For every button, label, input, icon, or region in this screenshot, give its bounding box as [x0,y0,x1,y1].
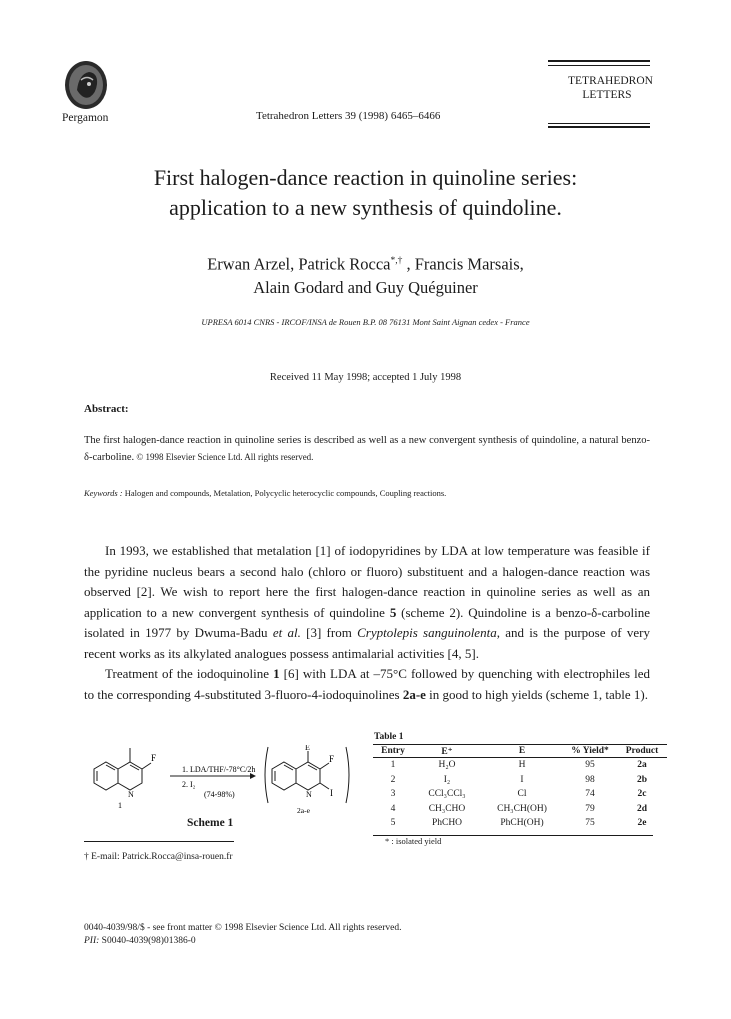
cell: 2a [637,760,647,771]
prod-atom-N: N [306,790,312,799]
header-rule-bottom-thin [548,123,650,124]
cell: H [518,760,526,771]
col-electrophile: E⁺ [413,745,481,758]
cell: 3 [390,789,396,800]
cell: 79 [585,803,595,814]
cell: CH₃CH(OH) [497,803,547,814]
cell: CH₃CHO [428,803,466,814]
article-title [0,163,731,223]
table-row [373,802,667,817]
table-row [373,787,667,802]
table-header-row [373,745,667,758]
authors-line-1a: Erwan Arzel, Patrick Rocca [207,254,391,274]
title-line-1: First halogen-dance reaction in quinoline series: [153,165,578,190]
para1-species: Cryptolepis sanguinolenta [357,625,497,640]
cell: 2c [637,789,647,800]
received-dates: Received 11 May 1998; accepted 1 July 1998 [269,372,462,383]
scheme-1-title: Scheme 1 [187,817,234,829]
authors-line-1 [0,250,731,276]
para2-s3: in good to high yields (scheme 1, table 1). [425,686,648,702]
title-line-2: application to a new synthesis of quindoline. [169,195,562,220]
cell: Cl [517,789,527,800]
table-row [373,816,667,831]
cell: I [520,774,524,785]
affiliation: UPRESA 6014 CNRS - IRCOF/INSA de Rouen B.P. 08 76131 Mont Saint Aignan cedex - France [201,317,530,327]
footnote-rule [84,841,234,842]
front-matter-line-1: 0040-4039/98/$ - see front matter © 1998 Elsevier Science Ltd. All rights reserved. [84,923,402,933]
journal-name-line2: LETTERS [582,89,632,101]
header-rule-top [548,60,650,62]
para1-s4: , and is the purpose of very recent works as its alkylated analogues possess antimalarial activities [4, 5]. [84,625,650,661]
cell: 2 [390,774,396,785]
table-row [373,773,667,788]
journal-name [568,74,653,102]
bracket-left [265,747,268,803]
starting-material-structure [94,748,151,790]
prod-atom-E: E [305,745,310,752]
pii-label: PII: [84,936,100,946]
publisher-logo [63,60,109,110]
para1-s2: (scheme 2). Quindoline is a benzo-δ-carboline isolated in 1977 by Dwuma-Badu [84,604,650,640]
col-entry: Entry [373,745,413,758]
para1-etal: et al. [272,625,301,640]
table-row [373,758,667,773]
prod-label: 2a-e [297,806,310,815]
abstract-text [84,433,650,466]
col-product: Product [617,745,667,758]
compound-2a-e: 2a-e [402,686,426,702]
table-1-note: * : isolated yield [373,835,653,846]
authors [0,250,731,299]
prod-atom-I: I [330,788,333,798]
authors-line-2: Alain Godard and Guy Quéguiner [253,277,478,297]
keywords [84,488,446,498]
product-structure [272,751,329,790]
paragraph-1 [84,541,650,664]
cell: I₂ [443,774,451,785]
para1-s3: [3] from [300,625,358,640]
front-matter [84,922,401,948]
cell: H₂O [438,760,456,771]
para2-s2: [6] with LDA at –75°C followed by quenching with electrophiles led to the corresponding 4-substituted 3-fluoro-4-iodoquinolines [84,666,650,702]
sm-atom-F: F [151,753,157,763]
cell: 1 [390,760,396,771]
cell: 2d [636,803,648,814]
journal-reference: Tetrahedron Letters 39 (1998) 6465–6466 [256,110,441,122]
table-1 [373,744,667,831]
cell: 4 [390,803,396,814]
abstract-label: Abstract: [84,403,129,415]
corresponding-mark: *,† [390,256,403,266]
journal-name-line1: TETRAHEDRON [568,75,653,87]
bracket-right [346,747,349,803]
sm-label: 1 [118,801,122,810]
compound-5: 5 [389,604,397,620]
cell: PhCHO [431,818,463,829]
para1-s1: In 1993, we established that metalation [1] of iodopyridines by LDA at low temperature was feasible if the pyridine nucleus bears a second halo (chloro or fluoro) substituent and a halogen-dance reaction was observed [2]. We wish to report here the first halogen-dance reaction in quinoline series as well as an application to a new convergent synthesis of quindoline [84,543,650,620]
header-rule-top-thin [548,65,650,66]
keywords-label: Keywords : [84,488,123,498]
abstract-body: The first halogen-dance reaction in quinoline series is described as well as a new convergent synthesis of quindoline, a natural benzo-δ-carboline. [84,435,650,463]
sm-atom-N: N [128,790,134,799]
paragraph-2 [84,664,650,705]
col-e: E [481,745,563,758]
cell: PhCH(OH) [500,818,544,829]
table-1-title: Table 1 [374,732,404,742]
pii-value: S0040-4039(98)01386-0 [99,936,196,946]
abstract-copyright: © 1998 Elsevier Science Ltd. All rights reserved. [134,452,314,462]
cell: 95 [585,760,595,771]
condition-step-2: 2. I₂ [182,780,196,789]
cell: 5 [390,818,396,829]
prod-atom-F: F [329,754,335,764]
footnote-email: † E-mail: Patrick.Rocca@insa-rouen.fr [84,852,233,862]
cell: 2e [637,818,647,829]
cell: CCl₃CCl₃ [428,789,466,800]
col-yield: % Yield* [563,745,617,758]
condition-step-1: 1. LDA/THF/-78°C/2h [182,765,256,774]
cell: 74 [585,789,595,800]
header-rule-bottom [548,126,650,128]
authors-line-1b: , Francis Marsais, [402,254,524,274]
publisher-name: Pergamon [62,112,109,124]
para2-s1: Treatment of the iodoquinoline [105,666,274,681]
cell: 75 [585,818,595,829]
compound-1: 1 [273,666,280,681]
yield-range: (74-98%) [204,790,235,799]
front-matter-line-2 [84,935,401,948]
keywords-text: Halogen and compounds, Metalation, Polycyclic heterocyclic compounds, Coupling reactions. [122,488,447,498]
cell: 98 [585,774,595,785]
cell: 2b [636,774,648,785]
